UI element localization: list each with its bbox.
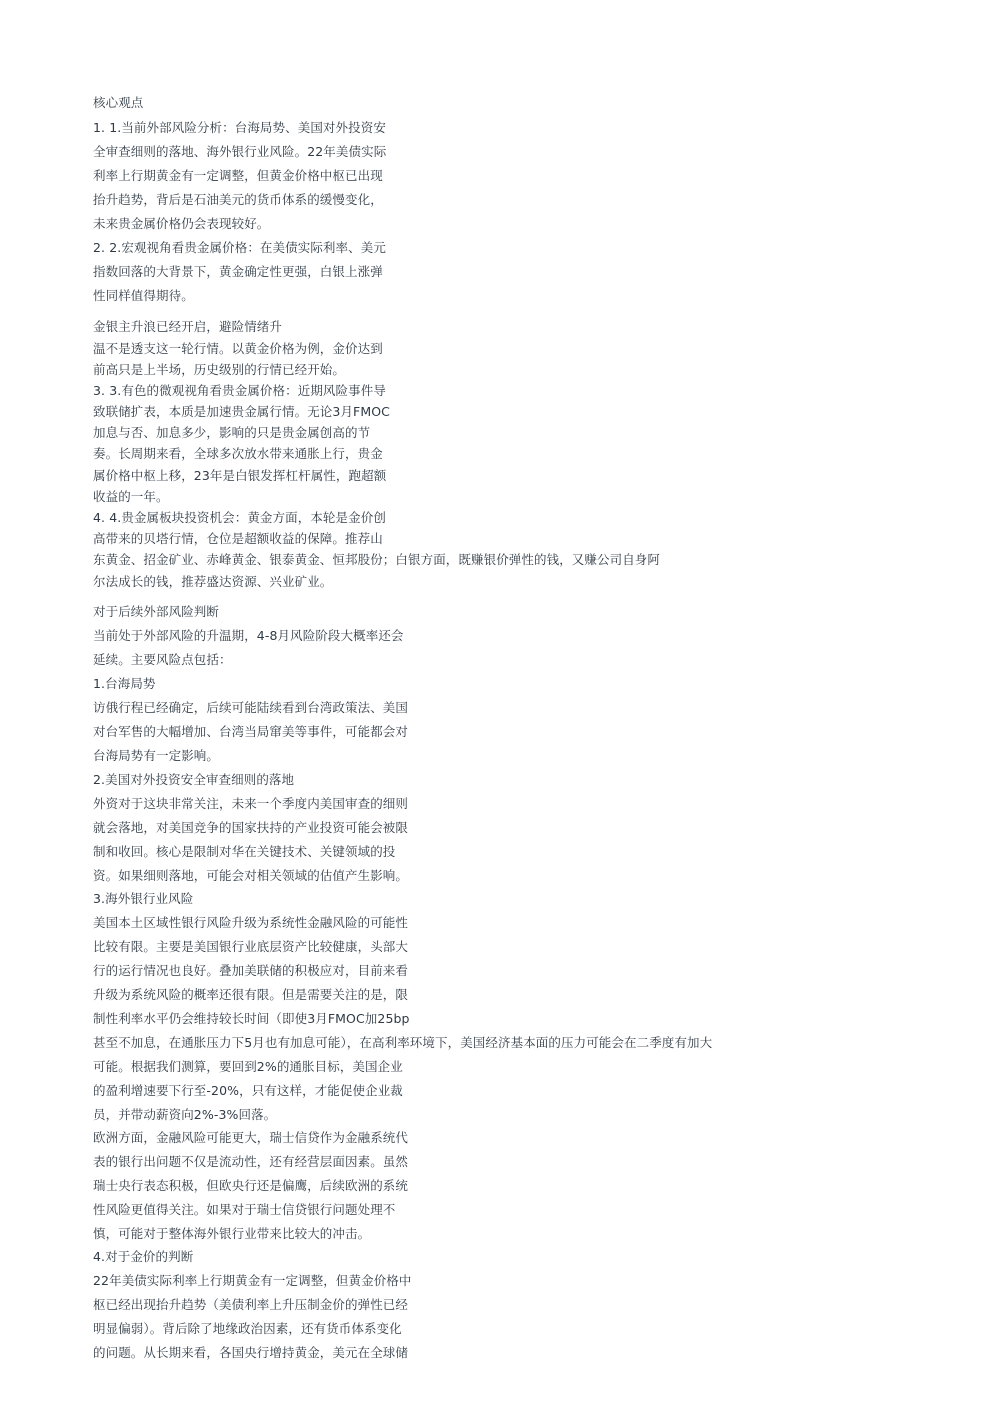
text-line: 外资对于这块非常关注，未来一个季度内美国审查的细则: [93, 796, 409, 811]
text-line: 明显偏弱）。背后除了地缘政治因素，还有货币体系变化: [93, 1321, 402, 1336]
subheading-gold-price: 4.对于金价的判断: [93, 1249, 194, 1264]
text-line: 可能。根据我们测算，要回到2%的通胀目标，美国企业: [93, 1059, 403, 1074]
text-line: 全审查细则的落地、海外银行业风险。22年美债实际: [93, 144, 387, 159]
section-heading-core-views: 核心观点: [93, 95, 144, 110]
text-line: 台海局势有一定影响。: [93, 748, 220, 763]
subheading-investment-review: 2.美国对外投资安全审查细则的落地: [93, 772, 295, 787]
text-line: 行的运行情况也良好。叠加美联储的积极应对，目前来看: [93, 963, 409, 978]
text-line: 前高只是上半场，历史级别的行情已经开始。: [93, 362, 346, 377]
text-line: 访俄行程已经确定，后续可能陆续看到台湾政策法、美国: [93, 700, 409, 715]
text-line: 美国本土区域性银行风险升级为系统性金融风险的可能性: [93, 915, 409, 930]
text-line: 未来贵金属价格仍会表现较好。: [93, 216, 270, 231]
text-line: 东黄金、招金矿业、赤峰黄金、银泰黄金、恒邦股份；白银方面，既赚银价弹性的钱，又赚公司自身阿: [93, 552, 661, 567]
text-line: 延续。主要风险点包括：: [93, 652, 232, 667]
subheading-taiwan-strait: 1.台海局势: [93, 676, 156, 691]
text-line: 高带来的贝塔行情，仓位是超额收益的保障。推荐山: [93, 531, 383, 546]
text-line: 慎，可能对于整体海外银行业带来比较大的冲击。: [93, 1226, 371, 1241]
text-line: 1. 1.当前外部风险分析：台海局势、美国对外投资安: [93, 120, 386, 135]
text-line: 金银主升浪已经开启，避险情绪升: [93, 319, 283, 334]
text-line: 指数回落的大背景下，黄金确定性更强，白银上涨弹: [93, 264, 383, 279]
subheading-overseas-banking: 3.海外银行业风险: [93, 891, 194, 906]
text-line: 资。如果细则落地，可能会对相关领域的估值产生影响。: [93, 868, 409, 883]
text-line: 2. 2.宏观视角看贵金属价格：在美债实际利率、美元: [93, 240, 386, 255]
text-line: 制和收回。核心是限制对华在关键技术、关键领域的投: [93, 844, 396, 859]
text-line: 的盈利增速要下行至-20%，只有这样，才能促使企业裁: [93, 1083, 403, 1098]
text-line: 致联储扩表，本质是加速贵金属行情。无论3月FMOC: [93, 404, 390, 419]
text-line: 甚至不加息，在通胀压力下5月也有加息可能），在高利率环境下，美国经济基本面的压力可能会在二季度有加大: [93, 1035, 713, 1050]
text-line: 22年美债实际利率上行期黄金有一定调整，但黄金价格中: [93, 1273, 412, 1288]
text-line: 温不是透支这一轮行情。以黄金价格为例，金价达到: [93, 341, 383, 356]
text-line: 奏。长周期来看，全球多次放水带来通胀上行，贵金: [93, 446, 383, 461]
text-line: 尔法成长的钱，推荐盛达资源、兴业矿业。: [93, 574, 333, 589]
text-line: 欧洲方面，金融风险可能更大，瑞士信贷作为金融系统代: [93, 1130, 409, 1145]
text-line: 4. 4.贵金属板块投资机会：黄金方面，本轮是金价创: [93, 510, 386, 525]
section-heading-external-risk: 对于后续外部风险判断: [93, 604, 220, 619]
text-line: 收益的一年。: [93, 489, 169, 504]
text-line: 对台军售的大幅增加、台湾当局窜美等事件，可能都会对: [93, 724, 409, 739]
text-line: 3. 3.有色的微观视角看贵金属价格：近期风险事件导: [93, 383, 386, 398]
text-line: 属价格中枢上移，23年是白银发挥杠杆属性，跑超额: [93, 468, 387, 483]
text-line: 性同样值得期待。: [93, 288, 194, 303]
text-line: 瑞士央行表态积极，但欧央行还是偏鹰，后续欧洲的系统: [93, 1178, 409, 1193]
text-line: 利率上行期黄金有一定调整，但黄金价格中枢已出现: [93, 168, 383, 183]
text-line: 当前处于外部风险的升温期，4-8月风险阶段大概率还会: [93, 628, 404, 643]
text-line: 的问题。从长期来看，各国央行增持黄金，美元在全球储: [93, 1345, 409, 1360]
text-line: 表的银行出问题不仅是流动性，还有经营层面因素。虽然: [93, 1154, 409, 1169]
text-line: 制性利率水平仍会维持较长时间（即使3月FMOC加25bp: [93, 1011, 410, 1026]
text-line: 升级为系统风险的概率还很有限。但是需要关注的是，限: [93, 987, 409, 1002]
text-line: 员，并带动薪资向2%-3%回落。: [93, 1107, 277, 1122]
text-line: 抬升趋势，背后是石油美元的货币体系的缓慢变化，: [93, 192, 383, 207]
text-line: 性风险更值得关注。如果对于瑞士信贷银行问题处理不: [93, 1202, 396, 1217]
text-line: 枢已经出现抬升趋势（美债利率上升压制金价的弹性已经: [93, 1297, 409, 1312]
text-line: 加息与否、加息多少，影响的只是贵金属创高的节: [93, 425, 371, 440]
text-line: 比较有限。主要是美国银行业底层资产比较健康，头部大: [93, 939, 409, 954]
text-line: 就会落地，对美国竞争的国家扶持的产业投资可能会被限: [93, 820, 409, 835]
